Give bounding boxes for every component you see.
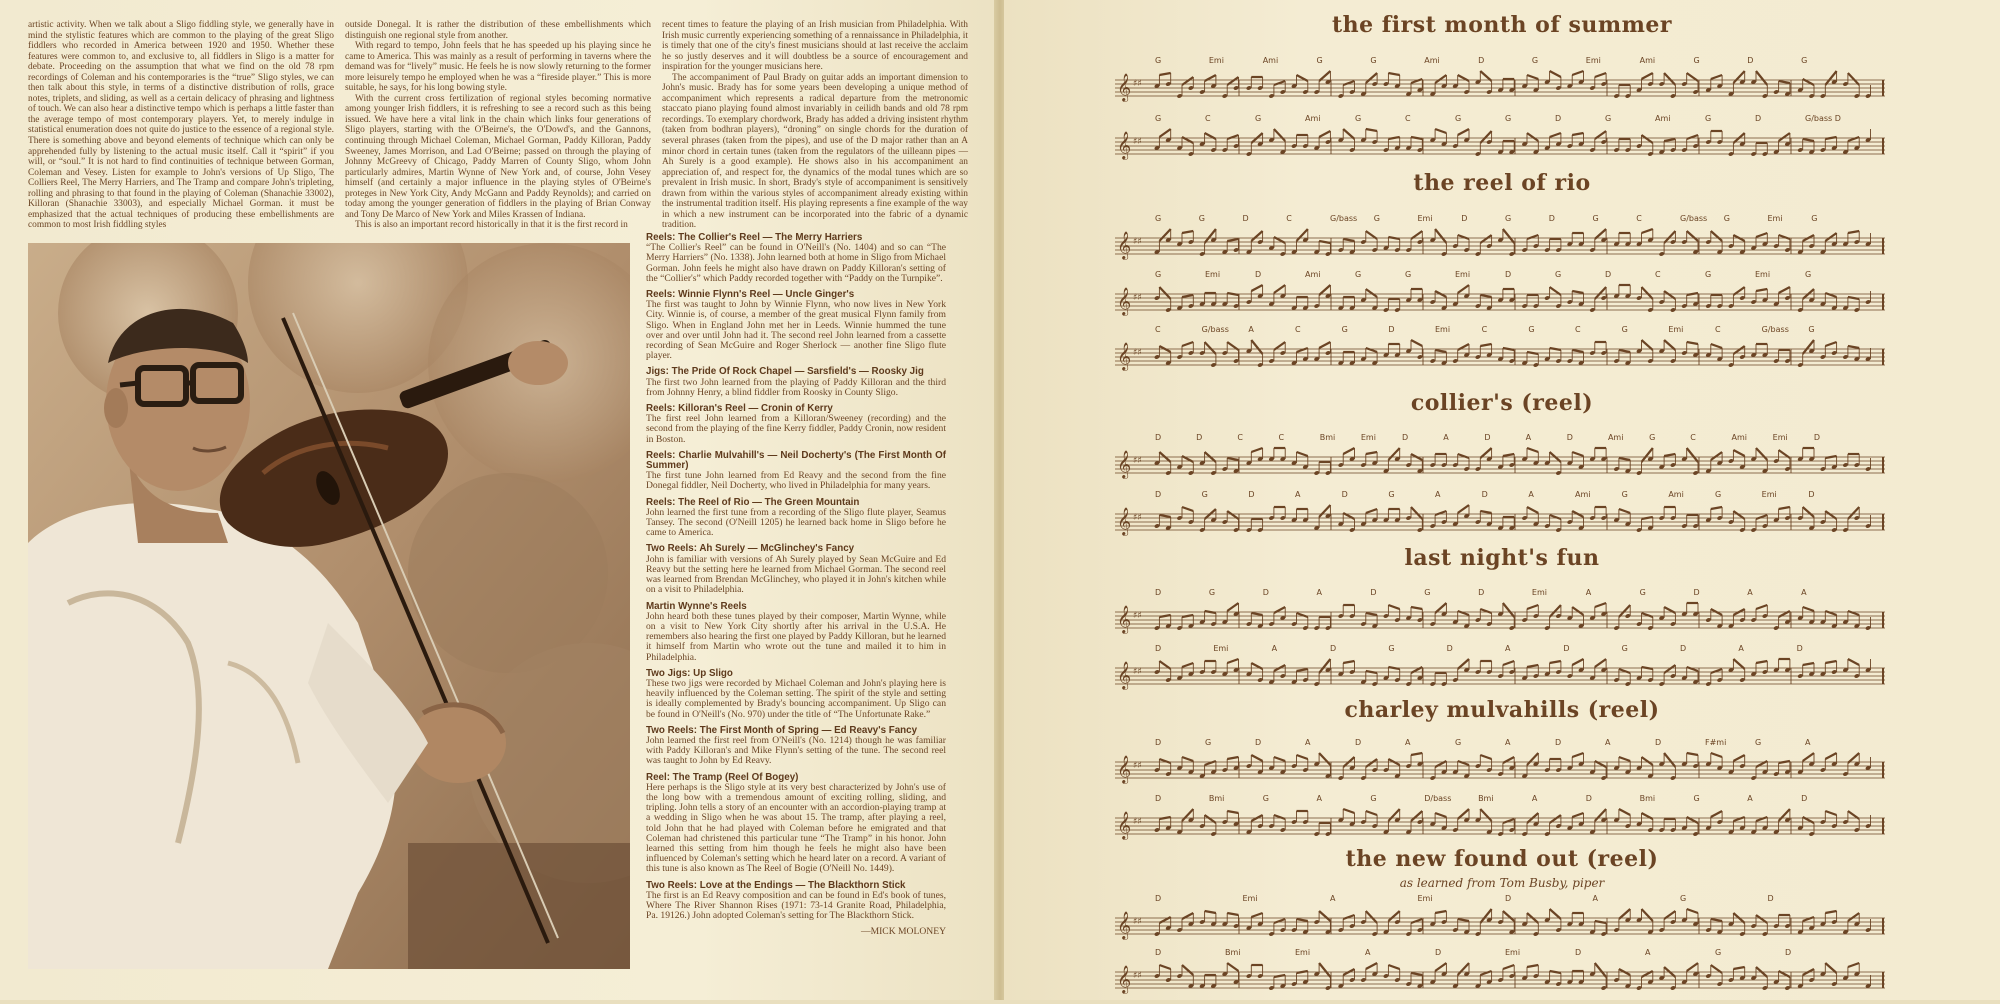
chord-symbol: G [1639, 588, 1646, 597]
music-staff [1115, 114, 1885, 158]
chord-symbol: C [1237, 433, 1243, 442]
chord-symbol: D [1155, 948, 1162, 957]
essay-paragraph: With regard to tempo, John feels that he has speeded up his playing since he came to America. This was mainly as a result of performing in taverns where the demand was for “lively” music. He feels he is now slowly returning to the former more leisurely tempo he employed when he was a “fireside player.” This is more suitable, he says, for his long bowing style. [345, 41, 651, 94]
chord-symbol: D [1262, 588, 1269, 597]
staff-lines [1115, 960, 1885, 1004]
track-note-body: The first was taught to John by Winnie Flynn, who now lives in New York City. Winnie is, of course, a member of the great musical Flynn family from Sligo. When in England John met her in Leeds. Winnie hummed the tune over and over until John had it. The second reel John learned from a cassette recording of Sean McGuire and Roger Sherlock — another fine Sligo flute player. [646, 299, 946, 362]
track-note [646, 290, 946, 361]
chord-symbol: D [1655, 738, 1662, 747]
chord-symbol: Emi [1505, 948, 1521, 957]
chord-symbol: G [1723, 214, 1730, 223]
chord-symbol: G [1405, 270, 1412, 279]
chord-symbol: A [1747, 794, 1753, 803]
track-note-title: Reel: The Tramp (Reel Of Bogey) [646, 771, 799, 783]
staff-lines [1115, 126, 1885, 170]
chord-symbol: D [1585, 794, 1592, 803]
chord-symbol: A [1531, 794, 1538, 803]
chord-symbol: G [1155, 114, 1162, 123]
key-signature-icon: ♯♯ [1133, 456, 1142, 466]
staff-lines [1115, 282, 1885, 326]
chord-symbol: G/bass D [1805, 114, 1841, 123]
key-signature-icon: ♯♯ [1133, 348, 1142, 358]
music-staff [1115, 56, 1885, 100]
chord-symbol: D [1755, 114, 1762, 123]
key-signature-icon: ♯♯ [1133, 293, 1142, 303]
tune-title: the new found out (reel) [1345, 846, 1659, 872]
chord-symbol: A [1316, 794, 1323, 803]
chord-symbol: D [1548, 214, 1555, 223]
chord-symbol: G [1370, 794, 1377, 803]
essay-paragraph: The accompaniment of Paul Brady on guitar adds an important dimension to John's music. Brady has for some years been developing a unique method of accompaniment which represents a radical departure from the metronomic staccato piano playing found almost invariably in ceilidh bands and old 78 rpm recordings. To exemplary chordwork, Brady has added a driving insistent rhythm (taken from bodhran players), “droning” on single chords for the duration of several phrases (taken from the pipes), and use of the D major rather than an A minor chord in certain tunes (taken from the regulators of the uilleann pipes — Ah Surely is a good example). He shows also in his accompaniment an appreciation of, and respect for, the dynamics of the modal tunes which are so prevalent in Irish music. In short, Brady's style of accompaniment is sensitively drawn from within the various styles of accompaniment already existing within the instrumental tradition itself. His playing represents a fine example of the way in which a new instrument can be incorporated into the fabric of a dynamic tradition. [662, 72, 968, 231]
chord-symbol: G [1715, 948, 1722, 957]
chord-symbol: C [1655, 270, 1661, 279]
staff-lines [1115, 337, 1885, 381]
track-note [646, 881, 946, 922]
track-note-body: John learned the first tune from a recording of the Sligo flute player, Seamus Tansey. The second (O'Neill 1205) he learned back home in Sligo before he came to America. [646, 506, 946, 539]
chord-symbol: D [1505, 894, 1512, 903]
chord-symbol: A [1295, 490, 1301, 499]
chord-symbol: G [1649, 433, 1656, 442]
chord-symbol: D/bass [1424, 794, 1452, 803]
chord-symbol: Emi [1417, 894, 1433, 903]
chord-symbol: D [1481, 490, 1488, 499]
staff-lines [1115, 806, 1885, 850]
track-note [646, 498, 946, 539]
chord-symbol: G [1155, 56, 1162, 65]
track-notes [646, 233, 946, 938]
chord-symbol: G [1592, 214, 1599, 223]
chord-symbol: G [1370, 56, 1377, 65]
chord-symbol: A [1801, 588, 1807, 597]
chord-symbol: Ami [1424, 56, 1440, 65]
chord-symbol: C [1690, 433, 1696, 442]
chord-symbol: A [1645, 948, 1651, 957]
music-staff [1115, 738, 1885, 782]
staff-lines [1115, 445, 1885, 489]
chord-symbol: G [1355, 270, 1362, 279]
chord-symbol: D [1801, 794, 1808, 803]
chord-symbol: G [1693, 794, 1700, 803]
chord-symbol: G [1621, 325, 1628, 334]
staff-lines [1115, 502, 1885, 546]
chord-symbol: G [1262, 794, 1269, 803]
treble-clef-icon: 𝄞 [1117, 911, 1132, 939]
treble-clef-icon: 𝄞 [1117, 661, 1132, 689]
treble-clef-icon: 𝄞 [1117, 507, 1132, 535]
chord-symbol: G [1505, 114, 1512, 123]
chord-symbol: D [1155, 433, 1162, 442]
chord-symbol: G [1208, 588, 1216, 597]
track-note-body: The first tune John learned from Ed Reavy and the second from the fine Donegal fiddler, Neil Docherty, who lived in Philadelphia for many years. [646, 470, 946, 492]
chord-symbol: Emi [1435, 325, 1451, 334]
chord-symbol: A [1248, 325, 1254, 334]
track-note-title: Reels: The Collier's Reel — The Merry Harriers [646, 232, 863, 243]
track-note [646, 669, 946, 720]
track-note-title: Two Reels: The First Month of Spring — Ed Reavy's Fancy [646, 724, 918, 736]
track-note-body: Here perhaps is the Sligo style at its very best characterized by John's use of the long bow with a tremendous amount of exciting rolling, sliding, and tripling. John tells a story of an encounter with an accordion-playing tramp at a wedding in Sligo when he was about 15. The tramp, after playing a reel, told John that he had played with Coleman before he emigrated and that Coleman had christened this particular tune “The Tramp” in his honor. John learned this setting from him though he feels he might also have been influenced by Coleman's setting which he heard later on a record. A variant of this tune is also known as The Reel of Bogie (O'Neill No. 1449). [646, 781, 946, 875]
essay-paragraph: recent times to feature the playing of an Irish musician from Philadelphia. With Irish music currently experiencing something of a rennaissance in Philadelphia, it is timely that one of the city's finest musicians should at last receive the acclaim he so justly deserves and it will doubtless be a source of encouragement and inspiration for the younger musicians here. [662, 20, 968, 73]
chord-symbol: D [1370, 588, 1377, 597]
track-note-title: Reels: Winnie Flynn's Reel — Uncle Ginger's [646, 289, 855, 301]
chord-symbol: D [1355, 738, 1362, 747]
chord-symbol: C [1295, 325, 1301, 334]
track-note [646, 404, 946, 445]
chord-symbol: G [1705, 114, 1712, 123]
chord-symbol: D [1255, 270, 1262, 279]
chord-symbol: G [1505, 214, 1512, 223]
key-signature-icon: ♯♯ [1133, 761, 1142, 771]
chord-symbol: Ami [1731, 433, 1747, 442]
music-staff [1115, 948, 1885, 992]
chord-symbol: D [1341, 490, 1348, 499]
chord-symbol: Emi [1772, 433, 1788, 442]
track-note [646, 726, 946, 767]
chord-symbol: C [1405, 114, 1411, 123]
chord-symbol: D [1563, 644, 1570, 653]
chord-symbol: Emi [1417, 214, 1433, 223]
chord-symbol: D [1196, 433, 1203, 442]
chord-symbol: D [1155, 490, 1162, 499]
treble-clef-icon: 𝄞 [1117, 73, 1132, 101]
chord-symbol: G [1388, 490, 1395, 499]
chord-symbol: G [1155, 214, 1162, 223]
track-note [646, 367, 946, 398]
track-note-body: “The Collier's Reel” can be found in O'Neill's (No. 1404) and so can “The Merry Harriers” (No. 1338). John learned both at home in Sligo from Michael Gorman. John feels he might also have drawn on Paddy Killoran's setting of the “Collier's” which Paddy recorded together with “Paddy on the Turnpike”. [646, 242, 946, 284]
chord-symbol: G/bass [1761, 325, 1789, 334]
staff-lines [1115, 226, 1885, 270]
key-signature-icon: ♯♯ [1133, 611, 1142, 621]
treble-clef-icon: 𝄞 [1117, 755, 1132, 783]
key-signature-icon: ♯♯ [1133, 971, 1142, 981]
chord-symbol: C [1205, 114, 1211, 123]
chord-symbol: D [1605, 270, 1612, 279]
chord-symbol: D [1388, 325, 1395, 334]
music-staff [1115, 270, 1885, 314]
chord-symbol: Ami [1607, 433, 1624, 442]
chord-symbol: Bmi [1225, 948, 1241, 957]
chord-symbol: D [1693, 588, 1700, 597]
chord-symbol: G [1316, 56, 1323, 65]
music-staff [1115, 894, 1885, 938]
chord-symbol: Emi [1205, 270, 1221, 279]
chord-symbol: Emi [1761, 490, 1777, 499]
chord-symbol: G/bass [1680, 214, 1708, 223]
chord-symbol: G [1155, 270, 1162, 279]
chord-symbol: D [1478, 588, 1485, 597]
treble-clef-icon: 𝄞 [1117, 342, 1132, 370]
chord-symbol: Ami [1668, 490, 1684, 499]
chord-symbol: G [1680, 894, 1687, 903]
track-note-body: These two jigs were recorded by Michael Coleman and John's playing here is heavily influenced by the Coleman setting. The spirit of the style and setting is ideally complemented by Brady's bouncing accompaniment. Up Sligo can be found in O'Neill's (No. 970) under the title of “The Unfortunate Rake.” [646, 677, 946, 720]
key-signature-icon: ♯♯ [1133, 667, 1142, 677]
chord-symbol: D [1330, 644, 1337, 653]
chord-symbol: Bmi [1208, 794, 1225, 803]
staff-lines [1115, 68, 1885, 112]
chord-symbol: Ami [1655, 114, 1671, 123]
chord-symbol: C [1278, 433, 1285, 442]
essay-column-2 [345, 20, 651, 231]
treble-clef-icon: 𝄞 [1117, 811, 1132, 839]
tune-title: the reel of rio [1413, 170, 1591, 196]
track-note-title: Reels: Killoran's Reel — Cronin of Kerry [646, 403, 833, 415]
chord-symbol: G [1355, 114, 1362, 123]
essay-paragraph: artistic activity. When we talk about a Sligo fiddling style, we generally have in mind the stylistic features which are common to the playing of the great Sligo fiddlers who recorded in America between 1920 and 1950. Whether these features were common to, and exclusive to, all fiddlers in Sligo is a matter for debate. Proceeding on the assumption that what we find on the old 78 rpm recordings of Coleman and his contemporaries is the “true” Sligo styles, we can then talk about this style, in terms of a distinctive distribution of rolls, grace notes, triplets, and sliding, as well as a certain delicacy of phrasing and lightness of touch. We can also hear a distinctive tempo which is perhaps a little faster than the average tempo of most contemporary players. Yet, to merely indulge in statistical enumeration does not quite do justice to the essence of a regional style. There is something above and beyond elements of technique which can only be apprehended fully by listening to the actual music itself. Call it “spirit” if you will, or “soul.” It is not hard to find continuities of technique between Gorman, Coleman and Vesey. Listen for example to John's versions of Up Sligo, The Colliers Reel, The Merry Harriers, and The Tramp and compare John's tripleting, rolling and phrasing to that found in the playing of Coleman (Shanachie 33002), Killoran (Shanachie 33003), and especially Michael Gorman. it must be emphasized that the actual techniques of producing these embellishments are common to most Irish fiddling styles [28, 20, 334, 231]
chord-symbol: D [1155, 738, 1162, 747]
chord-symbol: D [1785, 948, 1792, 957]
chord-symbol: A [1738, 644, 1744, 653]
staff-lines [1115, 600, 1885, 644]
music-staff [1115, 490, 1885, 534]
chord-symbol: A [1605, 738, 1611, 747]
staff-lines [1115, 906, 1885, 950]
track-note-body: The first reel John learned from a Killoran/Sweeney (recording) and the second from the playing of the fine Kerry fiddler, Paddy Cronin, now resident in Boston. [646, 413, 946, 445]
chord-symbol: A [1592, 894, 1598, 903]
track-note-body: John is familiar with versions of Ah Surely played by Sean McGuire and Ed Reavy but the setting here he learned from Michael Gorman. The second reel was learned from Brendan McGlinchey, who played it in John's kitchen while on a visit to Philadelphia. [646, 553, 946, 596]
chord-symbol: G [1424, 588, 1431, 597]
chord-symbol: Ami [1639, 56, 1656, 65]
chord-symbol: D [1813, 433, 1820, 442]
chord-symbol: Ami [1305, 270, 1321, 279]
chord-symbol: Emi [1531, 588, 1547, 597]
chord-symbol: F#mi [1705, 738, 1727, 747]
track-note [646, 451, 946, 492]
chord-symbol: Ami [1262, 56, 1279, 65]
chord-symbol: Emi [1360, 433, 1376, 442]
chord-symbol: G [1555, 270, 1562, 279]
track-note-title: Reels: Charlie Mulvahill's — Neil Docherty's (The First Month Of Summer) [646, 449, 946, 472]
chord-symbol: Emi [1455, 270, 1471, 279]
chord-symbol: A [1330, 894, 1336, 903]
chord-symbol: Bmi [1478, 794, 1494, 803]
track-note-body: John learned the first reel from O'Neill's (No. 1214) though he was familiar with Paddy Killoran's and Mike Flynn's setting of the tune. The second reel was taught to John by Ed Reavy. [646, 734, 946, 767]
chord-symbol: G [1455, 114, 1462, 123]
author-signoff: —MICK MOLONEY [860, 926, 946, 938]
chord-symbol: A [1365, 948, 1371, 957]
chord-symbol: D [1242, 214, 1249, 223]
chord-symbol: G [1373, 214, 1380, 223]
essay-paragraph: With the current cross fertilization of regional styles becoming normative among younger Irish fiddlers, it is refreshing to see a record such as this being issued. We have here a vital link in the chain which links four generations of Sligo players, starting with the O'Beirne's, the O'Dowd's, and the Gannons, continuing through Michael Coleman, Michael Gorman, Paddy Killoran, Paddy Sweeney, James Morrison, and Lad O'Beirne; passed on through the playing of Johnny McGreevy of Chicago, Paddy Marren of County Sligo, whom John particularly admires, Martin Wynne of New York and, of course, John Vesey himself (and certainly a major influence in the playing styles of O'Beirne's proteges in New York City, Andy McGann and Paddy Reynolds); and carried on today among the younger generation of fiddlers in the playing of Brian Conway and Tony De Marco of New York and Miles Krassen of Indiana. [345, 93, 651, 220]
treble-clef-icon: 𝄞 [1117, 231, 1132, 259]
chord-symbol: G [1388, 644, 1395, 653]
chord-symbol: D [1255, 738, 1262, 747]
chord-symbol: D [1505, 270, 1512, 279]
chord-symbol: Emi [1208, 56, 1224, 65]
chord-symbol: Emi [1585, 56, 1601, 65]
essay-paragraph: outside Donegal. It is rather the distribution of these embellishments which distinguish one regional style from another. [345, 20, 651, 41]
track-note-body: The first is an Ed Reavy composition and can be found in Ed's book of tunes, Where The River Shannon Rises (1971: 73-14 Granite Road, Philadelphia, Pa. 19126.) John adopted Coleman's setting for The Blackthorn Stick. [646, 889, 946, 922]
chord-symbol: D [1446, 644, 1453, 653]
music-staff [1115, 433, 1885, 477]
chord-symbol: D [1155, 894, 1162, 903]
chord-symbol: Emi [1213, 644, 1229, 653]
chord-symbol: A [1443, 433, 1449, 442]
key-signature-icon: ♯♯ [1133, 237, 1142, 247]
track-note-body: John heard both these tunes played by their composer, Martin Wynne, while on a visit to New York City shortly after his arrival in the U.S.A. He remembers also hearing the first one played by Paddy Killoran, but he learned it himself from Martin who wrote out the tune and mailed it to him in Philadelphia. [646, 610, 946, 663]
tune-subtitle: as learned from Tom Busby, piper [1399, 876, 1605, 890]
key-signature-icon: ♯♯ [1133, 817, 1142, 827]
chord-symbol: C [1155, 325, 1161, 334]
chord-symbol: G/bass [1330, 214, 1358, 223]
chord-symbol: G [1705, 270, 1712, 279]
track-note-title: Martin Wynne's Reels [646, 600, 747, 612]
chord-symbol: C [1636, 214, 1642, 223]
chord-symbol: Ami [1575, 490, 1591, 499]
music-staff [1115, 214, 1885, 258]
treble-clef-icon: 𝄞 [1117, 287, 1132, 315]
fiddler-photo-graphic [28, 243, 630, 969]
tune-title: charley mulvahills (reel) [1344, 697, 1660, 723]
chord-symbol: D [1155, 794, 1162, 803]
treble-clef-icon: 𝄞 [1117, 965, 1132, 993]
chord-symbol: G [1198, 214, 1205, 223]
chord-symbol: C [1715, 325, 1721, 334]
chord-symbol: G [1255, 114, 1262, 123]
chord-symbol: G [1715, 490, 1722, 499]
track-note-title: Reels: The Reel of Rio — The Green Mountain [646, 496, 860, 508]
chord-symbol: G [1755, 738, 1762, 747]
chord-symbol: G [1341, 325, 1348, 334]
tune-title: collier's (reel) [1410, 390, 1594, 416]
chord-symbol: D [1796, 644, 1803, 653]
chord-symbol: G [1621, 490, 1628, 499]
chord-symbol: A [1405, 738, 1411, 747]
chord-symbol: D [1680, 644, 1687, 653]
chord-symbol: D [1484, 433, 1491, 442]
chord-symbol: Ami [1305, 114, 1321, 123]
chord-symbol: D [1767, 894, 1774, 903]
music-staff [1115, 794, 1885, 838]
staff-lines [1115, 656, 1885, 700]
track-note [646, 602, 946, 663]
chord-symbol: D [1435, 948, 1442, 957]
music-staff [1115, 325, 1885, 369]
track-note [646, 773, 946, 875]
chord-symbol: D [1478, 56, 1485, 65]
chord-symbol: G [1531, 56, 1539, 65]
chord-symbol: D [1461, 214, 1468, 223]
essay-column-3 [662, 20, 968, 231]
chord-symbol: Emi [1295, 948, 1311, 957]
chord-symbol: D [1747, 56, 1754, 65]
track-note-body: The first two John learned from the playing of Paddy Killoran and the third from Johnny Henry, a blind fiddler from Roosky in County Sligo. [646, 376, 946, 398]
chord-symbol: D [1808, 490, 1815, 499]
key-signature-icon: ♯♯ [1133, 917, 1142, 927]
music-staff [1115, 588, 1885, 632]
chord-symbol: Emi [1767, 214, 1783, 223]
chord-symbol: D [1155, 588, 1162, 597]
chord-symbol: G [1455, 738, 1462, 747]
chord-symbol: Bmi [1639, 794, 1656, 803]
chord-symbol: A [1747, 588, 1753, 597]
chord-symbol: A [1305, 738, 1311, 747]
treble-clef-icon: 𝄞 [1117, 131, 1132, 159]
track-note [646, 233, 946, 284]
chord-symbol: A [1525, 433, 1532, 442]
music-staff [1115, 644, 1885, 688]
chord-symbol: A [1505, 644, 1511, 653]
essay-paragraph: This is also an important record historically in that it is the first record in [355, 220, 628, 231]
key-signature-icon: ♯♯ [1133, 513, 1142, 523]
chord-symbol: G [1805, 270, 1812, 279]
chord-symbol: A [1805, 738, 1811, 747]
chord-symbol: A [1585, 588, 1592, 597]
key-signature-icon: ♯♯ [1133, 137, 1142, 147]
chord-symbol: D [1575, 948, 1582, 957]
chord-symbol: C [1481, 325, 1488, 334]
staff-lines [1115, 750, 1885, 794]
track-note [646, 544, 946, 595]
chord-symbol: G [1528, 325, 1535, 334]
chord-symbol: D [1248, 490, 1255, 499]
chord-symbol: G [1811, 214, 1818, 223]
chord-symbol: D [1155, 644, 1162, 653]
chord-symbol: Emi [1242, 894, 1258, 903]
essay-column-1 [28, 20, 334, 231]
track-notes-list [646, 233, 946, 921]
chord-symbol: G/bass [1201, 325, 1229, 334]
treble-clef-icon: 𝄞 [1117, 605, 1132, 633]
chord-symbol: D [1402, 433, 1409, 442]
track-note-title: Two Reels: Ah Surely — McGlinchey's Fancy [646, 543, 855, 555]
chord-symbol: G [1693, 56, 1700, 65]
chord-symbol: D [1555, 114, 1562, 123]
chord-symbol: G [1621, 644, 1628, 653]
chord-symbol: G [1205, 738, 1212, 747]
treble-clef-icon: 𝄞 [1117, 450, 1132, 478]
chord-symbol: A [1528, 490, 1534, 499]
chord-symbol: D [1566, 433, 1573, 442]
key-signature-icon: ♯♯ [1133, 79, 1142, 89]
track-note-title: Two Reels: Love at the Endings — The Blackthorn Stick [646, 879, 906, 891]
chord-symbol: A [1505, 738, 1511, 747]
chord-symbol: A [1271, 644, 1278, 653]
chord-symbol: Emi [1668, 325, 1684, 334]
track-note-title: Jigs: The Pride Of Rock Chapel — Sarsfield's — Roosky Jig [646, 366, 924, 378]
tune-title: the first month of summer [1331, 12, 1673, 38]
chord-symbol: G [1808, 325, 1815, 334]
fiddler-photo [28, 243, 630, 969]
chord-symbol: Bmi [1319, 433, 1336, 442]
chord-symbol: A [1316, 588, 1323, 597]
chord-symbol: G [1201, 490, 1208, 499]
chord-symbol: C [1575, 325, 1581, 334]
chord-symbol: C [1286, 214, 1292, 223]
chord-symbol: Emi [1755, 270, 1771, 279]
track-note-title: Two Jigs: Up Sligo [646, 667, 733, 679]
chord-symbol: A [1435, 490, 1441, 499]
chord-symbol: G [1801, 56, 1808, 65]
tune-title: last night's fun [1404, 545, 1600, 571]
chord-symbol: G [1605, 114, 1612, 123]
chord-symbol: D [1555, 738, 1562, 747]
